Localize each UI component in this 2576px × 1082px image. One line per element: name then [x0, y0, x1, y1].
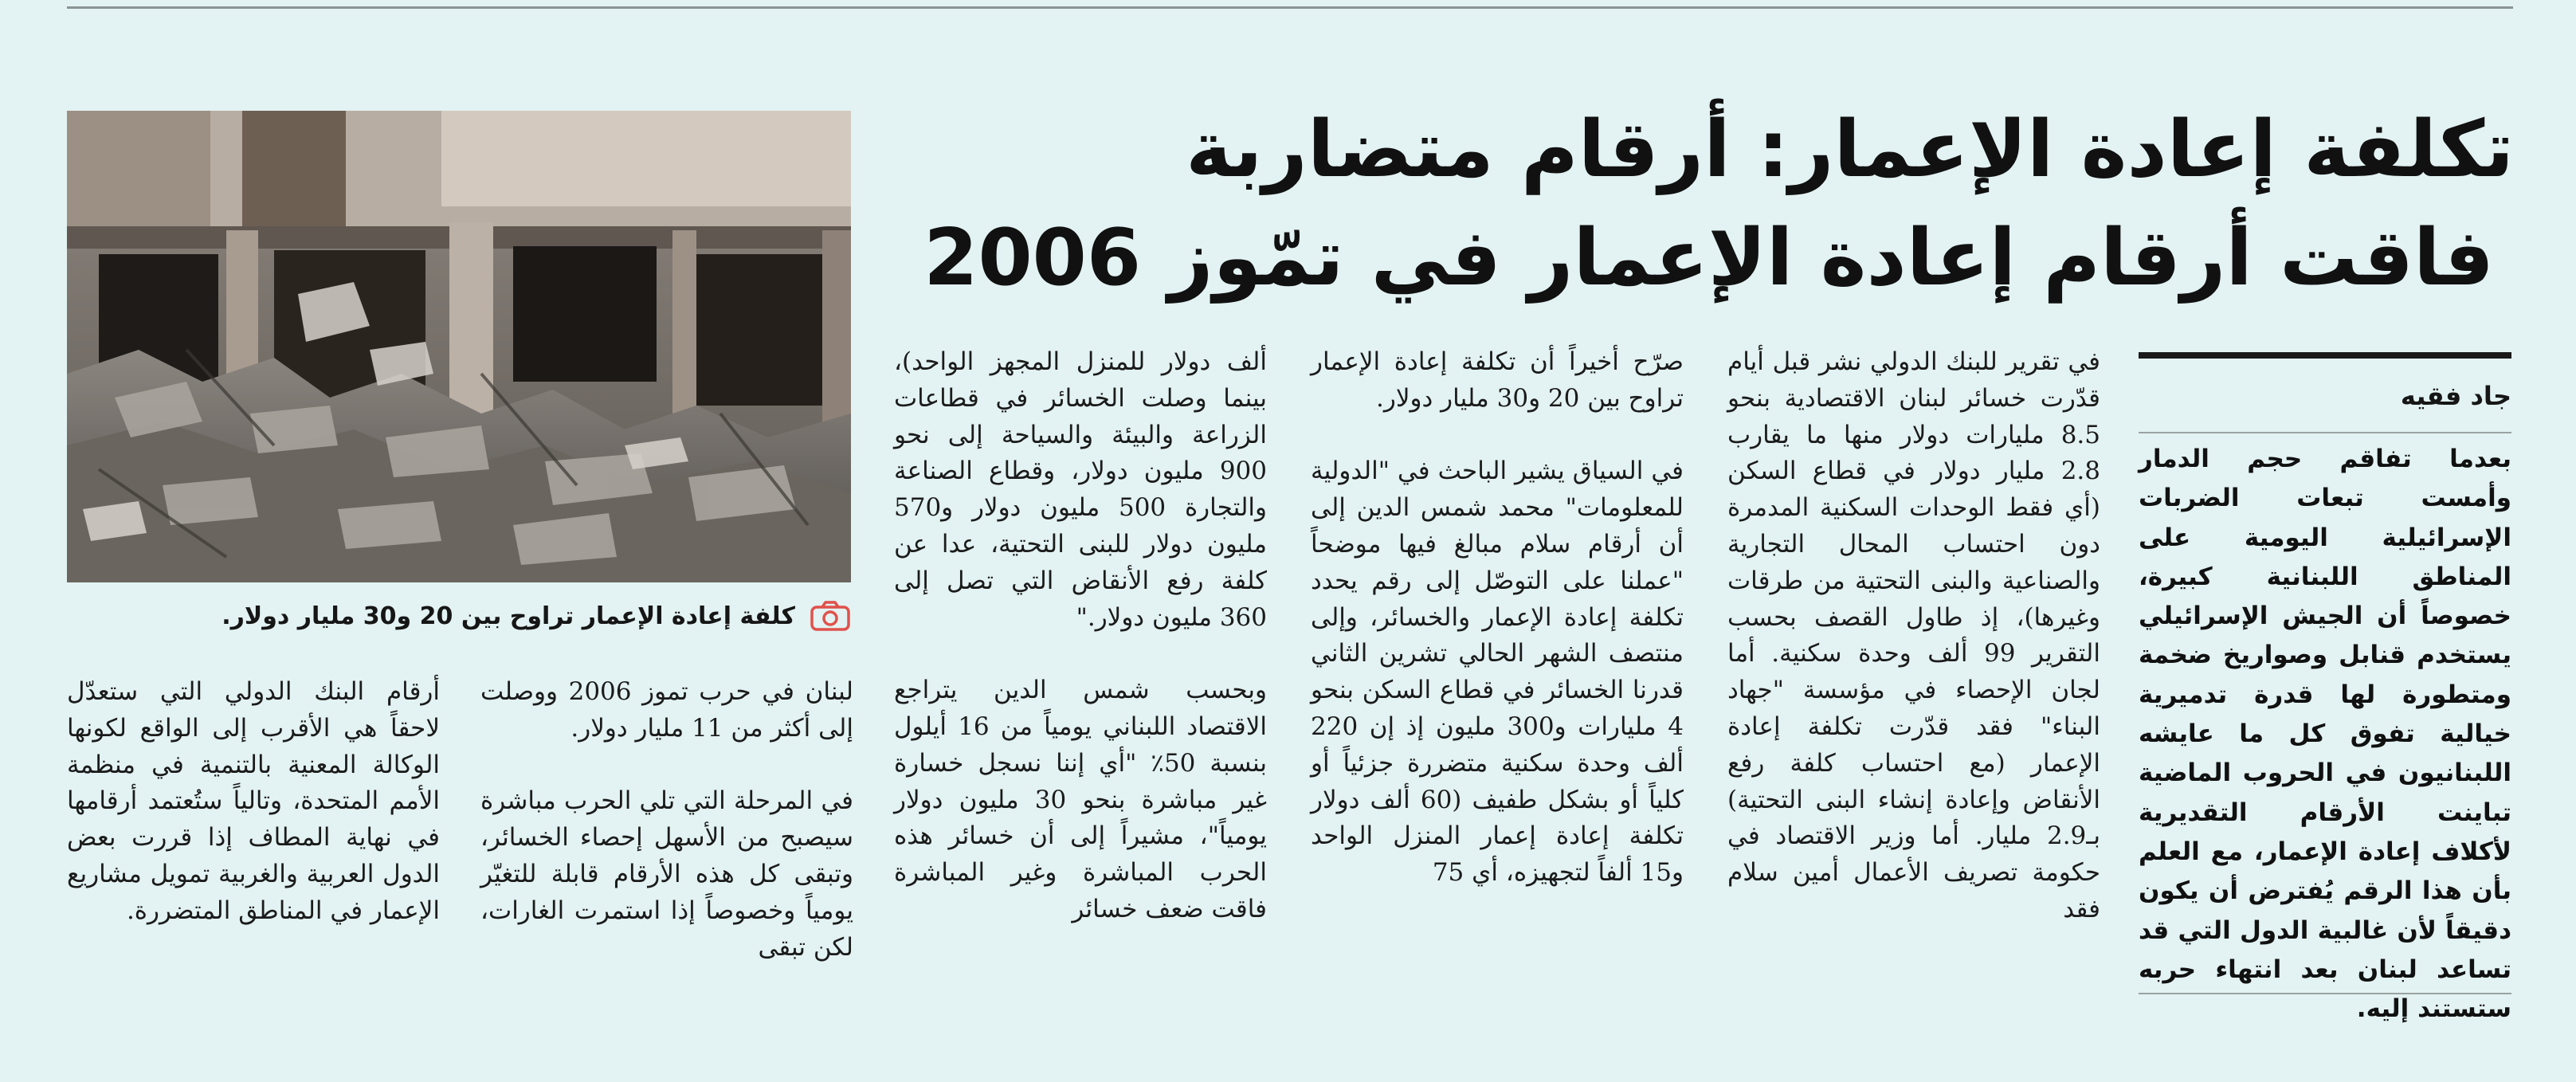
article-photo [67, 111, 851, 582]
author-byline: جاد فقيه [2400, 381, 2511, 411]
paragraph-gap [894, 636, 1267, 672]
body-column-3 [894, 344, 1267, 928]
paragraph-gap [1311, 418, 1684, 454]
column-2-paragraph-1: صرّح أخيراً أن تكلفة إعادة الإعمار تراوح بين 20 و30 مليار دولار. [1311, 347, 1684, 413]
photo-caption-text: كلفة إعادة الإعمار تراوح بين 20 و30 مليار دولار. [222, 602, 795, 630]
column-3-paragraph-2: وبحسب شمس الدين يتراجع الاقتصاد اللبناني يومياً من 16 أيلول بنسبة 50٪ "أي إننا نسجل خسارة غير مباشرة بنحو 30 مليون دولار يومياً"، مشيراً إلى أن خسائر هذه الحرب المباشرة وغير المباشرة فاقت ضعف خسائر [894, 676, 1268, 923]
body-column-5 [67, 674, 440, 930]
camera-icon [810, 600, 851, 632]
column-3-paragraph-1: ألف دولار للمنزل المجهز الواحد)، بينما وصلت الخسائر في قطاعات الزراعة والبيئة والسياحة إلى نحو 900 مليون دولار، وقطاع الصناعة والتجارة 500 مليون دولار و570 مليون دولار للبنى التحتية، عدا عن كلفة رفع الأنقاض التي تصل إلى 360 مليون دولار." [894, 347, 1267, 632]
byline-top-rule [2139, 352, 2511, 359]
body-column-2 [1311, 344, 1684, 892]
lead-bottom-rule [2139, 993, 2511, 994]
paragraph-gap [480, 747, 853, 784]
column-2-paragraph-2: في السياق يشير الباحث في "الدولية للمعلومات" محمد شمس الدين إلى أن أرقام سلام مبالغ فيها موضحاً "عملنا على التوصّل إلى رقم يحدد تكلفة إعادة الإعمار والخسائر، وإلى منتصف الشهر الحالي تشرين الثاني قدرنا الخسائر في قطاع السكن بنحو 4 مليارات و300 مليون إذ إن 220 ألف وحدة سكنية متضررة جزئياً أو كلياً أو بشكل طفيف (60 ألف دولار تكلفة إعادة إعمار المنزل الواحد و15 ألفاً لتجهيزه، أي 75 [1311, 457, 1684, 888]
body-column-4 [480, 674, 853, 966]
column-4-paragraph-1: لبنان في حرب تموز 2006 ووصلت إلى أكثر من 11 مليار دولار. [480, 677, 853, 743]
headline-line-2: فاقت أرقام إعادة الإعمار في تمّوز 2006 [923, 213, 2494, 304]
column-4-paragraph-2: في المرحلة التي تلي الحرب مباشرة سيصبح من الأسهل إحصاء الخسائر، وتبقى كل هذه الأرقام قابلة للتغيّر يومياً وخصوصاً إذا استمرت الغارات، لكن تبقى [480, 786, 853, 962]
headline-line-1: تكلفة إعادة الإعمار: أرقام متضاربة [1186, 104, 2514, 195]
body-column-1 [1727, 344, 2100, 928]
top-rule [67, 6, 2513, 9]
article-lead: بعدما تفاقم حجم الدمار وأمست تبعات الضربات الإسرائيلية اليومية على المناطق اللبنانية كبيرة، خصوصاً أن الجيش الإسرائيلي يستخدم قنابل وصواريخ ضخمة ومتطورة لها قدرة تدميرية خيالية تفوق كل ما عايشه اللبنانيون في الحروب الماضية تباينت الأرقام التقديرية لأكلاف إعادة الإعمار، مع العلم بأن هذا الرقم يُفترض أن يكون دقيقاً لأن غالبية الدول التي قد تساعد لبنان بعد انتهاء حربه ستستند إليه. [2139, 445, 2511, 1024]
column-5-paragraph: أرقام البنك الدولي التي ستعدّل لاحقاً هي الأقرب إلى الواقع لكونها الوكالة المعنية بالتنمية في منظمة الأمم المتحدة، وتالياً ستُعتمد أرقامها في نهاية المطاف إذا قررت بعض الدول العربية والغربية تمويل مشاريع الإعمار في المناطق المتضررة. [67, 677, 440, 925]
article-headline [923, 96, 2514, 312]
column-1-paragraph: في تقرير للبنك الدولي نشر قبل أيام قدّرت خسائر لبنان الاقتصادية بنحو 8.5 مليارات دولار منها ما يقارب 2.8 مليار دولار في قطاع السكن (أي فقط الوحدات السكنية المدمرة دون احتساب المحال التجارية والصناعية والبنى التحتية من طرقات وغيرها)، إذ طاول القصف بحسب التقرير 99 ألف وحدة سكنية. أما لجان الإحصاء في مؤسسة "جهاد البناء" فقد قدّرت تكلفة إعادة الإعمار (مع احتساب كلفة رفع الأنقاض وإعادة إنشاء البنى التحتية) بـ2.9 مليار. أما وزير الاقتصاد في حكومة تصريف الأعمال أمين سلام فقد [1727, 347, 2100, 923]
photo-caption [67, 594, 851, 637]
byline-divider [2139, 432, 2511, 433]
rubble-photo-illustration [67, 111, 851, 582]
